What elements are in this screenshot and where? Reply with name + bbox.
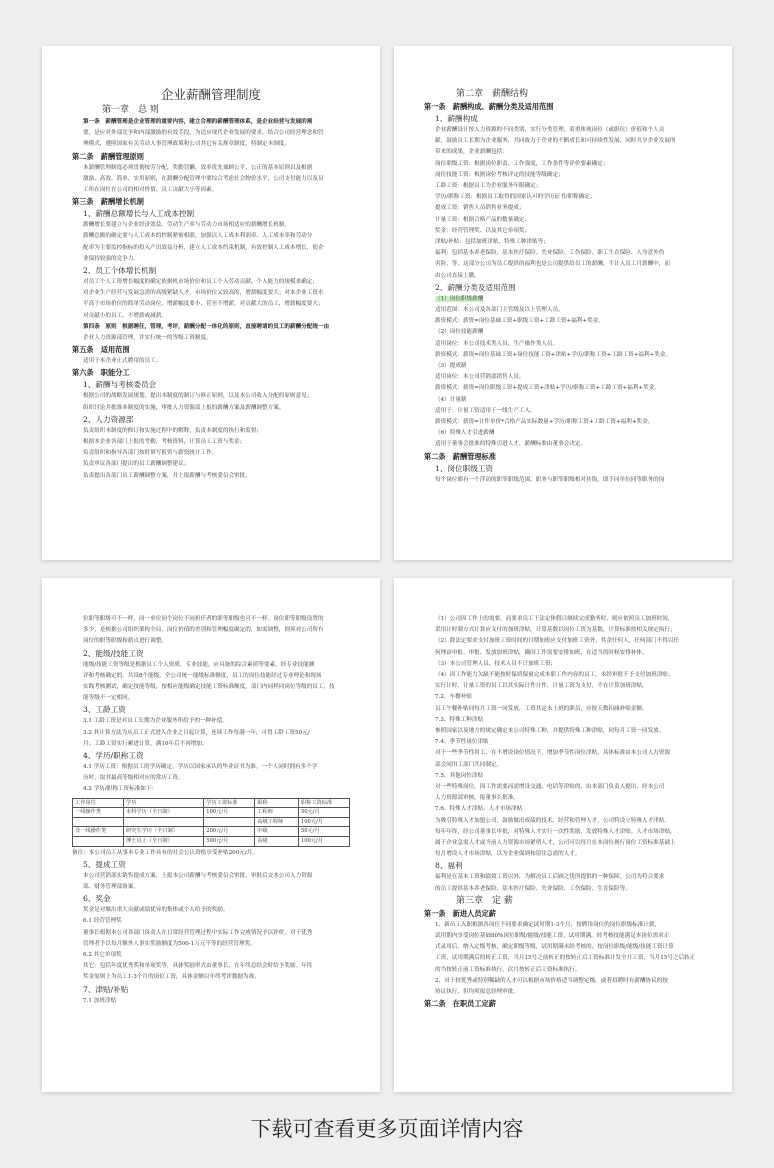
table-header-cell: 职称 [255,798,299,808]
text-line: 其它：包括年度优秀奖和单项奖等，具体奖励形式由董事长，在年终总结会时给予奖励。年终 [83,963,313,970]
chapter-heading: 第三章 定 薪 [456,895,513,906]
text-line: 能等级不一定相同。 [83,695,134,702]
text-line: 1、薪酬与考核委员会 [83,380,157,390]
page-body [424,614,702,895]
text-line: 学历/职称工资：根据员工取得的国家认可的学历证书/职称确定； [435,194,596,201]
text-line: 为吸引特殊人才加盟公司，鼓励做出成绩的技术、经营和管理人才，公司特设立特殊人才津贴， [435,817,670,824]
text-line: 7、津贴/补贴 [83,984,129,994]
text-line: （2）岗位技能薪酬 [435,329,484,336]
text-line: （3）本公司管理人员、技术人员不计加班工资； [435,660,557,667]
table-cell: 100元/月 [298,817,349,827]
page-body [72,614,350,796]
text-line: 献，鼓励员工长期为企业服务，共同致力于企业的不断成长和可持续性发展，同时共享企业发展所 [435,138,676,145]
text-line: 薪酬总额的确定要与人工成本的控制紧密相联，加强以人工成本利润率、人工成本率和劳动分 [83,233,313,240]
text-line: （3）提成制 [435,363,467,370]
table-header-cell: 工作岗位 [73,798,124,808]
text-line: 理模式，遵照国家有关劳动人事管理政策和公司其它有关规章制度，特制定本制度。 [83,141,290,148]
text-line: 3.1 工龄工资是对员工长期为企业服务所给予的一种补偿。 [83,718,228,725]
table-cell: 100元/月 [204,808,255,818]
text-line: 4.1 学历工资：根据员工的学历确定。学历以国家承认的毕业证书为准。一个人同时拥有多个学 [83,764,318,771]
text-line: 奖金：经营管理奖、以及其它单项奖； [435,227,531,234]
table-cell: 50元/月 [298,827,349,837]
text-line: 2、对于较优秀或特别稀缺的人才可以根据市场价格适当调整定级，或者招聘时有薪酬协议的按 [435,977,668,984]
text-line: 带来的成果，企业薪酬包括： [435,149,508,156]
table-row [73,837,350,847]
text-line: 津贴/补贴：包括加班津贴、特殊工种津贴等； [435,239,549,246]
text-line: 薪资模式：薪资=岗位基础工资+职级工资+工龄工资+福利+奖金。 [435,318,604,325]
text-line: 历时，取其最高等级相对应的常历工资。 [83,775,184,782]
text-line: 6.2 其它单项奖 [83,952,122,959]
text-line: 评和考核确定的，共设8个能级，全公司统一能级标准额度，员工的岗位技能经过专业理论和现场 [83,672,322,679]
table-cell: 高级 [255,837,299,847]
text-line: 福利：包括基本养老保险、基本医疗保险、失业保险、工伤保险、职工生育保险、人身意外伤 [435,250,665,257]
table-cell [73,837,124,847]
text-line: 协议执行，但均须报总经理审批。 [435,989,519,996]
text-line: 薪资模式：薪资=计件单价*合格产品实际数量+学历/职称工资+工龄工资+福利+奖金。 [435,419,654,426]
text-line: 属于企业急需人才或当前人力资源市场紧俏人才，公司可以每月在本岗位现行岗位工资标准基础上 [435,840,676,847]
text-line: 每月增设人才市场津贴，以为企业保到和留住急需的人才。 [435,851,581,858]
text-line: （2）除法定要求支付加班工资时间的日期加班应支付加班工资外，其余任何人，任何部门不得以任 [435,638,680,645]
text-line: 7.5、其他岗位津贴 [435,772,484,779]
text-line: 奖金是对做出重大贡献或绩优异的集体或个人给予的奖励。 [83,907,229,914]
text-line: 第二条 薪酬管理标准 [424,451,496,461]
text-line: 7.4、季节性岗位津贴 [435,739,489,746]
table-row [73,817,350,827]
table-cell: 100元/月 [298,837,349,847]
text-line: 负责审议各部门提出的员工薪酬调整建议； [83,461,190,468]
text-line: 适用于本企业正式聘用的员工。 [83,358,162,365]
table-cell: 中级 [255,827,299,837]
text-line: 的当按转正前工资标准执行，次月按转正后工资标准执行。 [435,966,581,973]
text-line: 由公司直接上缴。 [435,272,480,279]
text-line: 计量工资：根据合格产品的数量确定； [435,216,531,223]
text-line: 7.6、特殊人才津贴、人才市场津贴 [435,806,523,813]
table-cell [73,817,124,827]
text-line: 岗位职级工资：根据岗位职责、工作强度，工作条件等评价要素确定； [435,160,609,167]
text-line: 适用岗位：本公司技术类人员，生产操作类人员。 [435,340,559,347]
table-cell: 工程师 [255,808,299,818]
text-line: 7.3、特殊工种津贴 [435,716,484,723]
text-line: 第二条 在职员工定薪 [424,999,496,1009]
text-line: 5、提成工资 [83,859,126,869]
text-line: 平高于市场价位的简单劳动岗位，增薪幅度要小，甚至不增薪，对贡献大的员工，增薪幅度要大； [83,301,324,308]
text-line [424,294,702,305]
text-line: （6）特殊人才引进薪酬 [435,430,495,437]
text-line: 本薪酬管理制度必须贯彻按劳分配，奖勤罚懒，效率优先兼顾公平，公正的基本原则以及根据 [83,164,313,171]
text-line: 6.1 经营管理奖 [83,918,122,925]
chapter-heading: 第一章 总 则 [102,105,159,115]
text-line: 实行计时、计量工资的员工以其实际计件计件，计量工资为支付，不在计算加班津贴。 [435,683,648,690]
text-line: 福利是在基本工资和绩效工资以外，为解决员工后顾之忧所提供的一种保障。公司为符合要求 [435,874,665,881]
text-line: 多少，是根据公司组织架构全局，岗位价值的差别和管理幅度确定的，如需调整，则须对公司所有 [83,627,324,634]
text-line: 要，是应对外部竞争和内部激励的有效手段。为适应现代企业发展的要求，结合公司经营理念和管 [83,130,324,137]
table-cell: 50元/月 [298,808,349,818]
text-line: 配率为主要监控指标的投入产出效益分析，建立人工成本约束机制，有效控制人工成本增长，使企 [83,244,324,251]
text-line: 工龄工资：根据员工为企业服务年限确定； [435,183,542,190]
text-line: 工所在岗位在公司的相对价值、员工贡献大小等因素。 [83,187,218,194]
chapter-heading: 第二章 薪酬结构 [456,89,529,99]
text-line: 激励、高效、简单、实用原则，在薪酬分配管理中要综合考虑社会物价水平，公司支付能力以及员 [83,175,324,182]
table-cell: 本科学历（全日制） [124,808,204,818]
text-line: （4）因工作能力欠缺不能按时保质保量完成本职工作内容的员工，未经审批不予支付加班津贴； [435,672,674,679]
text-line: 7.1 加班津贴 [83,997,117,1004]
text-line: 本公司营销部实销售提成方案，上报本公司薪酬与考核委员会审批，审批后交本公司人力资源 [83,872,313,879]
text-line: 员工午餐补贴同每月工资一同发放，工资其定未上班的职员，应按天数扣减补贴金额。 [435,705,648,712]
table-header-cell: 学历 [124,798,204,808]
highlighted-text: （1）岗位职级薪酬 [435,295,484,302]
text-line: 第六条 职能分工 [72,368,130,378]
text-line: 负责组织本制度的修订和实施过程中的解释，负责本制度的执行和监督； [83,427,263,434]
text-line: 的员工提供基本养老保险、基本医疗保险、失业保险、工伤保险、生育保险等。 [435,885,631,892]
document-title: 企业薪酬管理制度 [160,87,261,102]
text-line: 企业人力资源部管理，并实行统一的等级工资制度。 [83,335,212,342]
text-line: 薪酬增长要建立与企业经济效益、劳动生产率与劳动力市场相适应的薪酬增长机制。 [83,222,290,229]
text-line: 实践考核测试，确定技能等级，按相应能级确定技能工资标准额度。部门内同样同岗位等级的员工，技 [83,684,335,691]
text-line: 2、人力资源部 [83,414,134,424]
text-line: 式录用后，纳入定级考核，确定职级等级，试用期满未经考核的，按岗位职级/能级/技能工资计算 [435,944,674,951]
table-header-row [73,798,350,808]
table-header-cell: 职称工资标准 [298,798,349,808]
text-line: 4、学历/职称工资 [83,751,144,761]
text-line: 负责提出各部门员工薪酬调整方案，并上报薪酬与考核委员会审批。 [83,472,251,479]
table-cell: 高级工程师 [255,817,299,827]
text-line: 适用于董事会批准的特殊引进人才，薪酬标准由董事会决定。 [435,441,587,448]
download-prompt[interactable]: 下载可查看更多页面详情内容 [250,1117,524,1141]
text-line: 1、薪酬构成 [435,114,478,123]
document-page-4[interactable] [394,578,732,1092]
text-line: 奖金原则上为员工1-3个月的岗位工资，具体金额以年终考评数据为准。 [83,974,260,981]
text-line: 2、能级/技能工资 [83,648,144,658]
text-line: 第一条 新进人员定薪 [424,908,496,918]
text-line: 1、新员工入职根据各岗位不同要求确定试用期1-3个月，按聘用岗位的岗位职级标准计薪， [435,921,661,928]
text-line: 每年年终，经公司董事长审批，对特殊人才实行一次性奖励，发放特殊人才津贴。人才市场津贴， [435,828,676,835]
text-line: 岗位的职等职级和薪点进行调整。 [83,638,167,645]
text-line: 3.2 其计算方法为从员工正式进入企业之日起计算，连续工作每满一年，可得工龄工资50元/ [83,729,310,736]
text-line: 对贡献小的员工，不增薪或减薪。 [83,312,167,319]
page-body-continued [72,859,350,1007]
text-line: 位职等职级可不一样，同一单位同个岗位不同担任者的职等职级也可不一样。岗位职等职级设置的 [83,616,324,622]
text-line: 部会同用工部门共同制定。 [435,761,503,768]
table-row [73,808,350,818]
text-line: 第一条 薪酬管理是企业管理的重要内容，建立合理的薪酬管理体系，是企业经营与发展的需 [83,119,313,125]
page-body [72,117,350,482]
text-line: 4.2 学历/职称工资标准如下： [83,786,158,793]
table-note: 备注：本公司员工从事本专业工作具有的社会公认资格享受补贴200元/月。 [72,849,258,856]
text-line: 8、福利 [435,861,463,871]
table-row [73,827,350,837]
table-cell [204,817,255,827]
table-header-cell: 学历工资标准 [204,798,255,808]
document-page-2[interactable] [394,46,732,560]
text-line: 适用岗位：本公司营销部销售人员。 [435,374,525,381]
table-cell: 500元/月 [204,837,255,847]
text-line: （1）公司因工作上的需要，而要求员工于法定休假日继续完成勤务时，则应依照员工加班时间， [435,616,674,622]
text-line: 7.2、车餐补贴 [435,694,472,701]
table-cell: 博士以上（全日制） [124,837,204,847]
table-cell [124,817,204,827]
text-line: 对企业生产经营与发展急需的高级紧缺人才，市场价位又较高的，增薪幅度要大；对本企业工资水 [83,290,324,297]
document-page-1[interactable] [42,46,380,560]
table-cell: 一线操作类 [73,808,124,818]
table-cell: 200元/月 [204,827,255,837]
text-line: 每个岗位都有一个浮动的职等职级范围，职务与职等职级相对挂钩，即不同单位同等职务的岗 [435,476,665,483]
document-page-3[interactable] [42,578,380,1092]
text-line: 月；工龄工资实行累进计算，满10年后不再增加。 [83,740,208,747]
text-line: 能级/技能工资等级是根据员工个人资质，专业技能，应具备的综合素质等要素，经专业技能测 [83,661,315,668]
text-line: 业保持较强的竞争力。 [83,255,139,262]
text-line: 对员工个人工资增长幅度的确定依据机市场价位和员工个人劳动贡献、个人能力的规模来确定； [83,279,318,286]
text-line: 2、员工个体增长机制 [83,266,157,276]
text-line: 适用于：计量工资适用于一线生产工人。 [435,407,536,414]
text-line: 适用范围：本公司及各部门主管级及以上管理人员。 [435,307,564,314]
text-line: 6、奖金 [83,894,111,904]
text-line: 管理者予以每月额外人事实奖励额度为500-1万元不等的经营管理奖。 [83,940,256,947]
text-line: 企业薪酬设计按人力资源的不同类别，实行分类管理，着重体现岗位（或职位）价值和个人贡 [435,127,665,133]
text-line: 3、工龄工资 [83,705,126,715]
text-line: 2、薪酬分类及适用范围 [435,282,516,292]
text-line: 1、岗位职级工资 [435,463,493,473]
text-line: 试用期内享受岗位基础80%岗位职级/能级/技能工资，试用期满，经考核技能满足本岗位需求正 [435,933,670,940]
text-line: 第五条 适用范围 [72,345,130,355]
page-body-continued [424,908,702,1010]
text-line: 参照国家以及地方的规定确定本公司特殊工种，并提供特殊工种津贴，同每月工资一同发放。 [435,728,665,735]
text-line: 1、薪酬总额增长与人工成本控制 [83,209,195,219]
text-line: （4）计量制 [435,396,467,403]
text-line: 何理由申报、审批、发放加班津贴，确因工作需要安排加班，在适当的时候安排补休。 [435,649,648,656]
text-line: 害险、等，这部分公司为员工提供的福利也是公司提供给员工的薪酬，不计入员工月薪酬中，而 [435,261,670,268]
text-line: 岗位技能工资：根据岗位考核评定的技能等级确定； [435,171,564,178]
text-line: 根据本企业各部门上报的考勤，考核资料，计算员工工资与奖金； [83,439,246,446]
text-line: 薪资模式：薪资=岗位职级工资+提成工资+津贴+学历/职称工资+工龄工资+福利+奖金。 [435,385,660,392]
text-line: 第一条 薪酬构成、薪酬分类及适用范围 [424,102,554,111]
text-line: 薪资模式：薪资=岗位基础工资+岗位技能工资+津贴+学历/职称工资+工龄工资+福利+奖金。 [435,351,672,358]
salary-standard-table [72,798,350,847]
text-line: 第四条 原则 根据聘任，管理，考评，薪酬分配一体化的原则，直接聘请的员工的薪酬分配统一由 [83,323,330,330]
page-body [424,101,702,486]
table-cell: 研究生学历（全日制） [124,827,204,837]
text-line: 采用计时制方式计算应支付的加班津贴，计算基数以岗位工资为基数，计算标准按相关规定执行； [435,627,676,634]
text-line: 第三条 薪酬增长机制 [72,197,144,207]
text-line: 对一些特殊岗位，因工作需要而需增设交通、电话等津贴的，由本部门负责人提出，经本公司 [435,784,665,791]
text-line: 部、财务管理部备案。 [83,884,139,891]
text-line: 工资，试用期满后的转正工资，当月15号之前转正的按转正后工资标准计发全月工资，当月15号之后转正 [435,955,696,962]
text-line: 人力资源部审核，报董事长批准。 [435,795,519,802]
table-cell: 非一线操作类 [73,827,124,837]
text-line: 负责组织和指导各部门按时填写报资与薪资统计工作。 [83,450,218,457]
text-line: 根据公司的战略发展规划，提出本制度的制订与修正原则，以及本公司收入分配的原则意见； [83,393,313,400]
text-line: 对于一些季节性用工，在不增设岗位情况下，增加季节性岗位津贴，具体标准由本公司人力资源 [435,750,670,757]
text-line: 提成工资：销售人员销售业务提成； [435,205,525,212]
text-line: 第二条 薪酬管理原则 [72,151,144,161]
text-line: 董事长根据本公司各部门负责人在日常经营管理过程中实际工作完成情况予以评价，对于优秀 [83,929,313,936]
text-line: 组织讨论并批准本制度的实施，审批人力资源部上报的薪酬方案及薪酬调整方案。 [83,404,285,411]
